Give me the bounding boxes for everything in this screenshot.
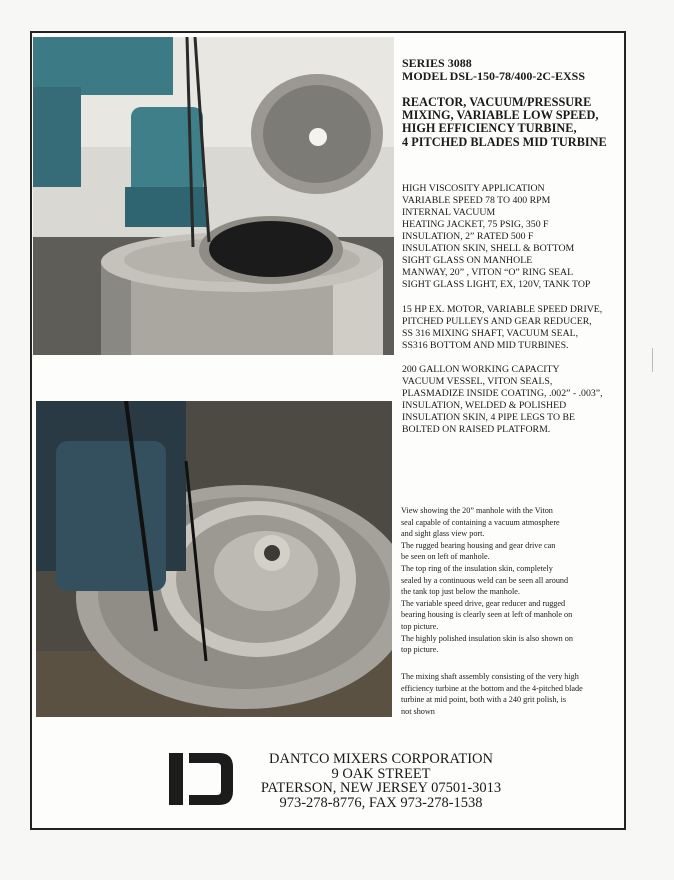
scan-edge-mark xyxy=(652,348,653,372)
note-line: bearing housing is clearly seen at left of manhole on xyxy=(401,610,573,620)
spec-line: INSULATION, WELDED & POLISHED xyxy=(402,400,567,411)
reactor-photo-bottom xyxy=(36,401,392,717)
spec-line: HIGH VISCOSITY APPLICATION xyxy=(402,183,545,194)
spec-line: PITCHED PULLEYS AND GEAR REDUCER, xyxy=(402,316,592,327)
company-address xyxy=(236,752,526,810)
note-line: The top ring of the insulation skin, completely xyxy=(401,563,553,573)
spec-line: INSULATION SKIN, 4 PIPE LEGS TO BE xyxy=(402,412,575,423)
model-label: MODEL DSL-150-78/400-2C-EXSS xyxy=(402,69,586,83)
note-skin xyxy=(401,633,623,656)
spec-line: INSULATION, 2” RATED 500 F xyxy=(402,231,534,242)
spec-line: BOLTED ON RAISED PLATFORM. xyxy=(402,424,551,435)
note-line: not shown xyxy=(401,706,435,716)
spec-line: SIGHT GLASS LIGHT, EX, 120V, TANK TOP xyxy=(402,279,591,290)
spec-line: SIGHT GLASS ON MANHOLE xyxy=(402,255,533,266)
company-city: PATERSON, NEW JERSEY 07501-3013 xyxy=(260,780,502,797)
spec-line: INSULATION SKIN, SHELL & BOTTOM xyxy=(402,243,575,254)
note-ring xyxy=(401,563,623,598)
spec-line: 15 HP EX. MOTOR, VARIABLE SPEED DRIVE, xyxy=(402,304,603,315)
spec-line: VACUUM VESSEL, VITON SEALS, xyxy=(402,376,553,387)
note-bearing xyxy=(401,540,623,563)
spec-line: 200 GALLON WORKING CAPACITY xyxy=(402,364,560,375)
note-line: The variable speed drive, gear reducer and rugged xyxy=(401,598,566,608)
note-line: be seen on left of manhole. xyxy=(401,552,490,562)
company-street: 9 OAK STREET xyxy=(331,765,431,782)
spec-line: HEATING JACKET, 75 PSIG, 350 F xyxy=(402,219,549,230)
note-line: sealed by a continuous weld can be seen all around xyxy=(401,575,569,585)
spec-line: SS 316 MIXING SHAFT, VACUUM SEAL, xyxy=(402,328,579,339)
spec-block-application xyxy=(402,183,624,291)
note-line: seal capable of containing a vacuum atmosphere xyxy=(401,517,560,527)
spec-block-drive xyxy=(402,304,624,352)
spec-block-vessel xyxy=(402,364,624,436)
description-line: REACTOR, VACUUM/PRESSURE xyxy=(402,95,592,109)
description-line: HIGH EFFICIENCY TURBINE, xyxy=(402,121,577,136)
description-line: 4 PITCHED BLADES MID TURBINE xyxy=(402,134,607,149)
note-line: The mixing shaft assembly consisting of the very high xyxy=(401,672,579,681)
company-logo xyxy=(167,751,235,807)
note-line: turbine at mid point, both with a 240 grit polish, is xyxy=(401,695,567,705)
note-line: the tank top just below the manhole. xyxy=(401,587,520,597)
spec-line: VARIABLE SPEED 78 TO 400 RPM xyxy=(402,195,551,206)
model-heading xyxy=(402,57,624,83)
spec-line: MANWAY, 20” , VITON “O” RING SEAL xyxy=(402,267,574,278)
photo-caption-notes xyxy=(401,505,623,656)
reactor-photo-top xyxy=(33,37,394,355)
note-line: The highly polished insulation skin is also shown on xyxy=(401,633,573,643)
spec-line: PLASMADIZE INSIDE COATING, .002” - .003”, xyxy=(402,388,603,399)
note-line: efficiency turbine at the bottom and the 4-pitched blade xyxy=(401,683,583,693)
note-line: View showing the 20” manhole with the Viton xyxy=(401,506,553,515)
company-phone: 973-278-8776, FAX 973-278-1538 xyxy=(279,794,483,811)
note-shaft xyxy=(401,671,623,717)
product-description xyxy=(402,96,624,149)
company-name: DANTCO MIXERS CORPORATION xyxy=(269,751,493,767)
spec-line: INTERNAL VACUUM xyxy=(402,207,496,218)
series-label: SERIES 3088 xyxy=(402,56,472,70)
note-line: and sight glass view port. xyxy=(401,529,485,539)
note-drive xyxy=(401,598,623,633)
note-line: The rugged bearing housing and gear drive can xyxy=(401,540,556,550)
note-line: top picture. xyxy=(401,621,439,631)
note-manhole xyxy=(401,505,623,540)
spec-line: SS316 BOTTOM AND MID TURBINES. xyxy=(402,340,569,351)
description-line: MIXING, VARIABLE LOW SPEED, xyxy=(402,108,599,123)
note-line: top picture. xyxy=(401,645,439,655)
